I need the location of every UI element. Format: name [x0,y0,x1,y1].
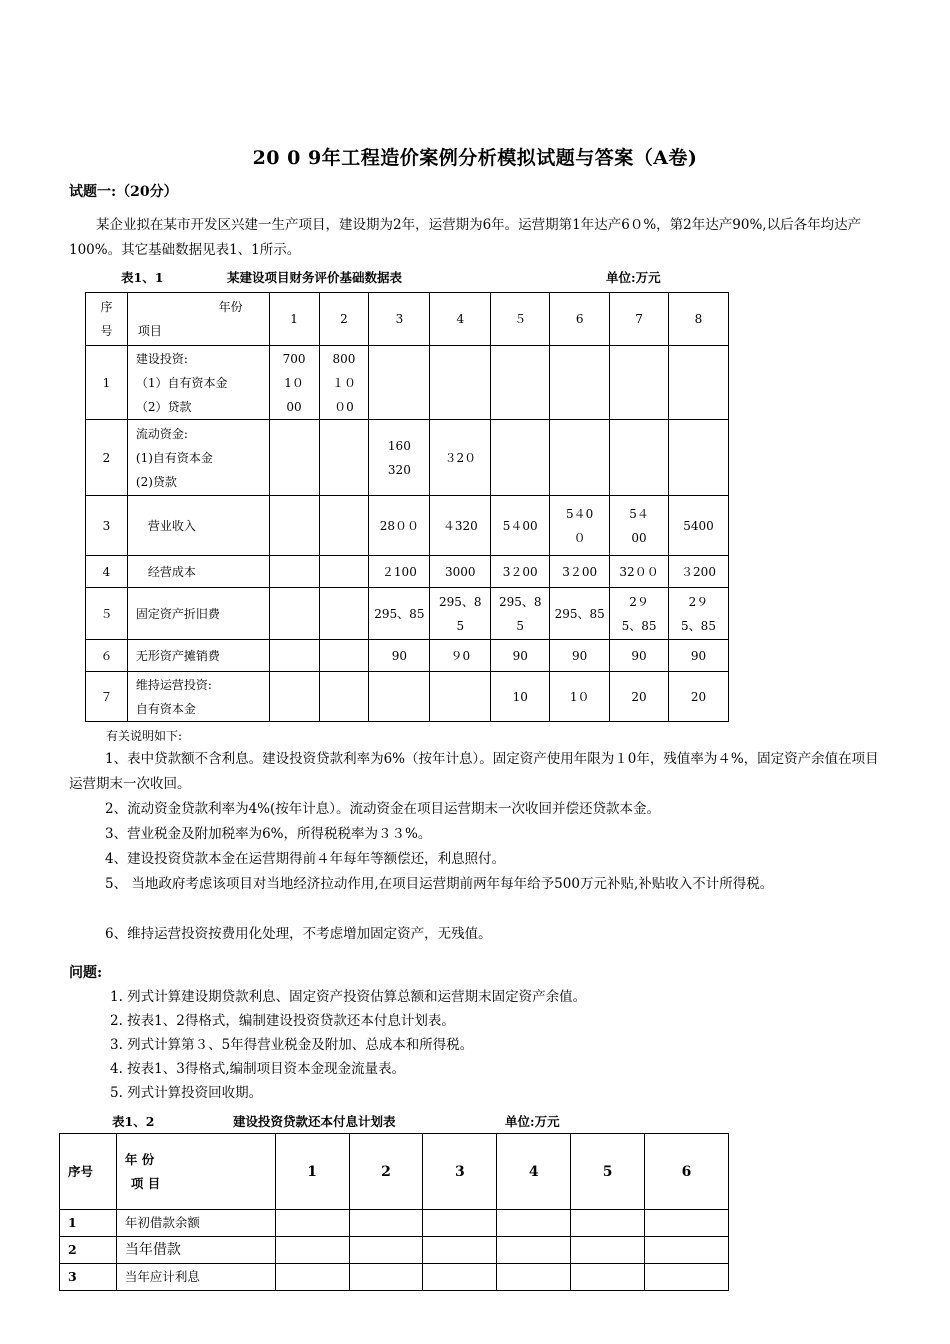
table2-year-header: 2 [349,1134,423,1210]
table-cell [645,1210,729,1237]
table-row [86,640,729,672]
table-cell [430,346,491,420]
table-cell [319,640,369,672]
row-number: 3 [60,1264,117,1291]
table-cell [491,420,550,496]
table-cell: 5４00 [491,496,550,556]
table-cell [269,556,319,588]
table2-caption-unit: 单位:万元 [505,1114,560,1129]
table2-header-row [60,1134,729,1210]
note-item: 3、营业税金及附加税率为6%，所得税税率为３３%。 [105,826,432,842]
table-cell: 28００ [369,496,430,556]
row-item: 当年借款 [116,1237,275,1264]
table1-caption-no: 表1、1 [121,270,164,285]
row-number: 4 [86,556,128,588]
table-cell [275,1264,349,1291]
table-cell [269,588,319,640]
table-row [86,420,729,496]
table-cell [319,588,369,640]
row-item: 经营成本 [127,556,269,588]
table-cell [610,346,669,420]
table-cell [275,1237,349,1264]
notes-title: 有关说明如下: [106,729,183,743]
table-cell: 700 1０ 00 [269,346,319,420]
question-item: 5. 列式计算投资回收期。 [110,1085,263,1101]
table-cell [645,1237,729,1264]
table2-year-header: 6 [645,1134,729,1210]
row-item: 无形资产摊销费 [127,640,269,672]
table-cell: 5４ 00 [610,496,669,556]
note-item: 2、流动资金贷款利率为4%(按年计息）。流动资金在项目运营期末一次收回并偿还贷款本金。 [105,801,661,817]
table-cell [645,1264,729,1291]
question-item: 1. 列式计算建设期贷款利息、固定资产投资估算总额和运营期末固定资产余值。 [110,989,587,1005]
table1-caption-title: 某建设项目财务评价基础数据表 [227,270,403,285]
table-cell [571,1237,645,1264]
table-row [60,1237,729,1264]
table2-caption-title: 建设投资贷款还本付息计划表 [233,1114,396,1129]
table-cell [423,1210,497,1237]
row-item: 固定资产折旧费 [127,588,269,640]
table-cell [423,1237,497,1264]
table2-year-header: 4 [497,1134,571,1210]
row-item: 维持运营投资: 自有资本金 [127,672,269,722]
row-item: 年初借款余额 [116,1210,275,1237]
note-item: 1、表中贷款额不含利息。建设投资贷款利率为6%（按年计息）。固定资产使用年限为１0年，残值率为４%，固定资产余值在项目运营期末一次收回。 [69,751,879,792]
table1-year-header: 4 [430,293,491,346]
table1-year-header: 2 [319,293,369,346]
table-cell: 295、8 5 [491,588,550,640]
table1-header-year-item [127,293,269,346]
table-cell [491,346,550,420]
table2-year-header: 1 [275,1134,349,1210]
row-number: ５ [86,588,128,640]
table-row [86,672,729,722]
row-number: 2 [86,420,128,496]
table-cell [550,346,610,420]
note-item: 5、 当地政府考虑该项目对当地经济拉动作用,在项目运营期前两年每年给予500万元补贴,补贴收入不计所得税。 [105,876,774,892]
table-cell: 90 [610,640,669,672]
table-cell: ３200 [669,556,729,588]
table-cell: ３2０ [430,420,491,496]
table1-header-year: 年份 [218,300,243,314]
table-cell: 20 [669,672,729,722]
table2-header-seq: 序号 [60,1134,117,1210]
table-cell [369,346,430,420]
table-cell: 5４0 ０ [550,496,610,556]
table-cell: 10 [491,672,550,722]
table-cell [550,420,610,496]
table-cell: 90 [669,640,729,672]
table-cell: 90 [550,640,610,672]
table2-year-header: 3 [423,1134,497,1210]
row-item: 当年应计利息 [116,1264,275,1291]
table-cell [319,496,369,556]
table-cell [275,1210,349,1237]
table-cell [571,1264,645,1291]
question-item: 2. 按表1、2得格式，编制建设投资贷款还本付息计划表。 [110,1013,455,1029]
table-cell: 20 [610,672,669,722]
table-cell: 160 320 [369,420,430,496]
table-cell: 1０ [550,672,610,722]
table-cell [423,1264,497,1291]
table2-year-header: 5 [571,1134,645,1210]
table-cell [319,420,369,496]
table1-year-header: 8 [669,293,729,346]
question-item: 4. 按表1、3得格式,编制项目资本金现金流量表。 [110,1061,406,1077]
table1-header-item: 项目 [137,324,162,338]
table-cell: ２100 [369,556,430,588]
table-cell [430,672,491,722]
table-cell: 295、85 [550,588,610,640]
note-item: 4、建设投资贷款本金在运营期得前４年每年等额偿还，利息照付。 [105,851,506,867]
table-row [60,1210,729,1237]
table1-header-row [86,293,729,346]
table-cell: 5400 [669,496,729,556]
table-cell [319,556,369,588]
table-cell [571,1210,645,1237]
table1-header-seq: 序 号 [86,293,128,346]
row-number: 2 [60,1237,117,1264]
note-item: 6、维持运营投资按费用化处理，不考虑增加固定资产，无残值。 [105,926,492,942]
table-cell: 2９ 5、85 [669,588,729,640]
table-cell [269,640,319,672]
table-cell [319,672,369,722]
row-number: ７ [86,672,128,722]
row-number: ６ [86,640,128,672]
table-cell [269,420,319,496]
row-item: 流动资金: (1)自有资本金 (2)贷款 [127,420,269,496]
table-cell [497,1210,571,1237]
table2-loan-repayment [59,1133,729,1291]
table-cell: ９0 [430,640,491,672]
table-cell [669,420,729,496]
question-heading: 试题一:（20分） [69,184,178,200]
row-number: 3 [86,496,128,556]
table2-header-year: 年 份 [124,1151,155,1167]
table1-financial-data [85,292,729,722]
table-cell [497,1264,571,1291]
table1-year-header: ５ [491,293,550,346]
table1-year-header: 6 [550,293,610,346]
table-cell: 2９ 5、85 [610,588,669,640]
questions-heading: 问题: [69,965,103,981]
table-row [86,556,729,588]
table-cell: 3000 [430,556,491,588]
table-row [86,588,729,640]
row-item: 建设投资: （1）自有资本金 （2）贷款 [127,346,269,420]
row-item: 营业收入 [127,496,269,556]
table-cell: 90 [369,640,430,672]
row-number: 1 [60,1210,117,1237]
table-cell [349,1237,423,1264]
question-item: 3. 列式计算第３、5年得营业税金及附加、总成本和所得税。 [110,1037,474,1053]
table1-caption-unit: 单位:万元 [606,270,661,285]
table-cell [497,1237,571,1264]
table-cell [269,672,319,722]
table1-year-header: 3 [369,293,430,346]
table-cell: 295、85 [369,588,430,640]
table-cell [369,672,430,722]
table-cell: 3２00 [491,556,550,588]
table2-caption-no: 表1、2 [112,1114,155,1129]
table-cell: 90 [491,640,550,672]
table2-header-item: 项 目 [130,1175,161,1191]
table-cell: 3２00 [550,556,610,588]
table-cell: 800 １０ ０0 [319,346,369,420]
table1-year-header: 7 [610,293,669,346]
table-cell: ４320 [430,496,491,556]
row-number: 1 [86,346,128,420]
table-row [86,346,729,420]
table-cell [269,496,319,556]
table-cell [669,346,729,420]
table-cell: 32００ [610,556,669,588]
table-cell [610,420,669,496]
page-title: 20 0 9年工程造价案例分析模拟试题与答案（A卷) [252,147,698,169]
intro-paragraph: 某企业拟在某市开发区兴建一生产项目，建设期为2年，运营期为6年。运营期第1年达产6０%，第2年达产90%,以后各年均达产100%。其它基础数据见表1、1所示。 [69,217,862,258]
table-row [86,496,729,556]
table-cell [349,1210,423,1237]
table1-year-header: 1 [269,293,319,346]
table-cell: 295、8 5 [430,588,491,640]
table-row [60,1264,729,1291]
table-cell [349,1264,423,1291]
table2-header-year-item [116,1134,275,1210]
